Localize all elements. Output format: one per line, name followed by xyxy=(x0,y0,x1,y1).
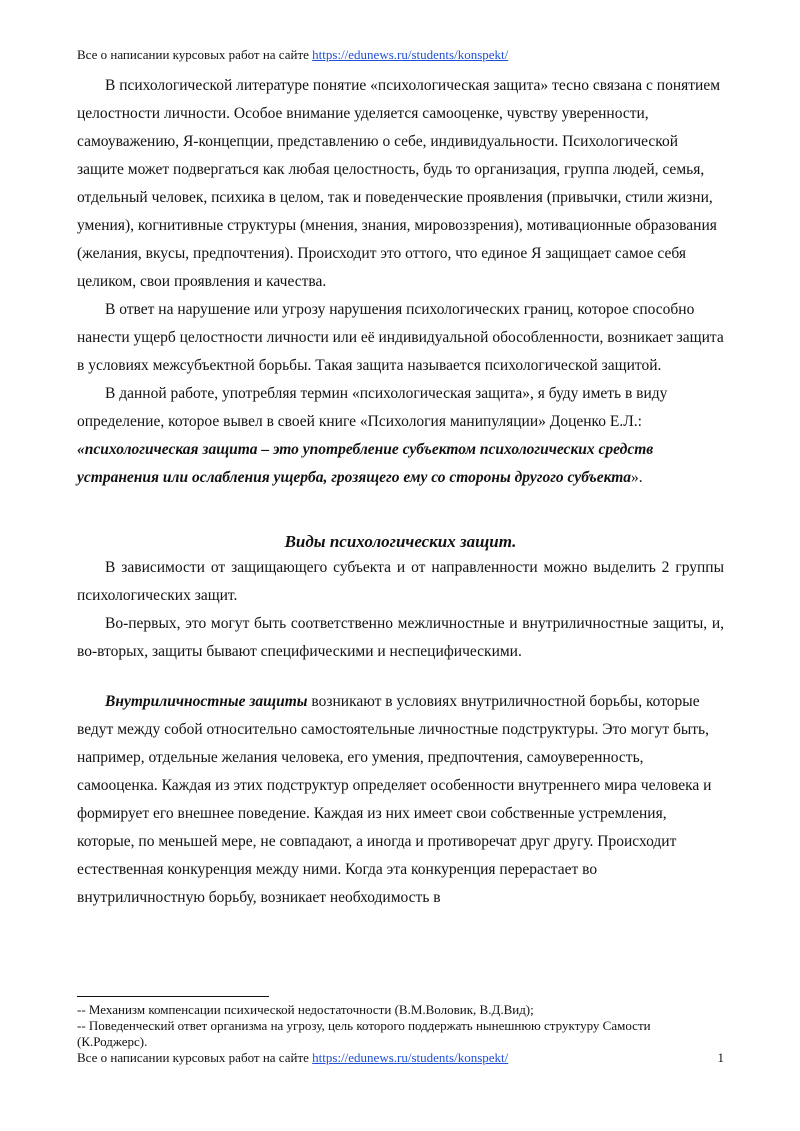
footnotes xyxy=(77,1002,724,1050)
paragraph-6-text: возникают в условиях внутриличностной борьбы, которые ведут между собой относительно самостоятельные личностные подструктуры. Это могут быть, например, отдельные желания человека, его умения, предпочтения, самоуверенность, самооценка. Каждая из этих подструктур определяет особенности внутреннего мира человека и формирует его внешнее поведение. Каждая из них имеет свои собственные устремления, которые, по меньшей мере, не совпадают, а иногда и противоречат друг другу. Происходит естественная конкуренция между ними. Когда эта конкуренция перерастает во внутриличностную борьбу, возникает необходимость в xyxy=(77,693,712,906)
paragraph-1: В психологической литературе понятие «психологическая защита» тесно связана с понятием целостности личности. Особое внимание уделяется самооценке, чувству уверенности, самоуважению, Я-концепции, представлению о себе, индивидуальности. Психологической защите может подвергаться как любая целостность, будь то организация, группа людей, семья, отдельный человек, психика в целом, так и поведенческие проявления (привычки, стили жизни, умения), когнитивные структуры (мнения, знания, мировоззрения), мотивационные образования (желания, вкусы, предпочтения). Происходит это оттого, что единое Я защищает самое себя целиком, свои проявления и качества. xyxy=(77,77,721,290)
section-heading: Виды психологических защит. xyxy=(284,532,517,551)
footnote-1: -- Механизм компенсации психической недостаточности (В.М.Воловик, В.Д.Вид); xyxy=(77,1002,534,1017)
paragraph-3-start: В данной работе, употребляя термин «психологическая защита», я буду иметь в виду определение, которое вывел в своей книге «Психология манипуляции» Доценко Е.Л.: xyxy=(77,385,668,430)
footnote-2: -- Поведенческий ответ организма на угрозу, цель которого поддержать нынешнюю структуру Самости (К.Роджерс). xyxy=(77,1018,651,1049)
definition-open-quote: « xyxy=(77,441,85,458)
definition-text: психологическая защита – это употребление субъектом психологических средств устранения или ослабления ущерба, грозящего ему со стороны другого субъекта xyxy=(77,441,654,486)
paragraph-3-end: ». xyxy=(631,469,643,486)
document-body xyxy=(77,72,724,912)
paragraph-2: В ответ на нарушение или угрозу нарушения психологических границ, которое способно нанести ущерб целостности личности или её индивидуальной обособленности, возникает защита в условиях межсубъектной борьбы. Такая защита называется психологической защитой. xyxy=(77,301,724,374)
page-footer xyxy=(77,1050,724,1066)
paragraph-3 xyxy=(77,380,724,492)
footer-link[interactable]: https://edunews.ru/students/konspekt/ xyxy=(312,1050,509,1065)
paragraph-4: В зависимости от защищающего субъекта и от направленности можно выделить 2 группы психологических защит. xyxy=(77,559,724,604)
footnote-separator xyxy=(77,996,269,997)
footer-text: Все о написании курсовых работ на сайте xyxy=(77,1050,313,1065)
paragraph-6 xyxy=(77,688,724,912)
paragraph-5: Во-первых, это могут быть соответственно межличностные и внутриличностные защиты, и, во-вторых, защиты бывают специфическими и неспецифическими. xyxy=(77,615,724,660)
header-text: Все о написании курсовых работ на сайте xyxy=(77,47,313,62)
term-intrapersonal-defenses: Внутриличностные защиты xyxy=(105,693,308,710)
page-header xyxy=(77,47,508,63)
header-link[interactable]: https://edunews.ru/students/konspekt/ xyxy=(312,47,509,62)
page-number: 1 xyxy=(717,1050,724,1065)
